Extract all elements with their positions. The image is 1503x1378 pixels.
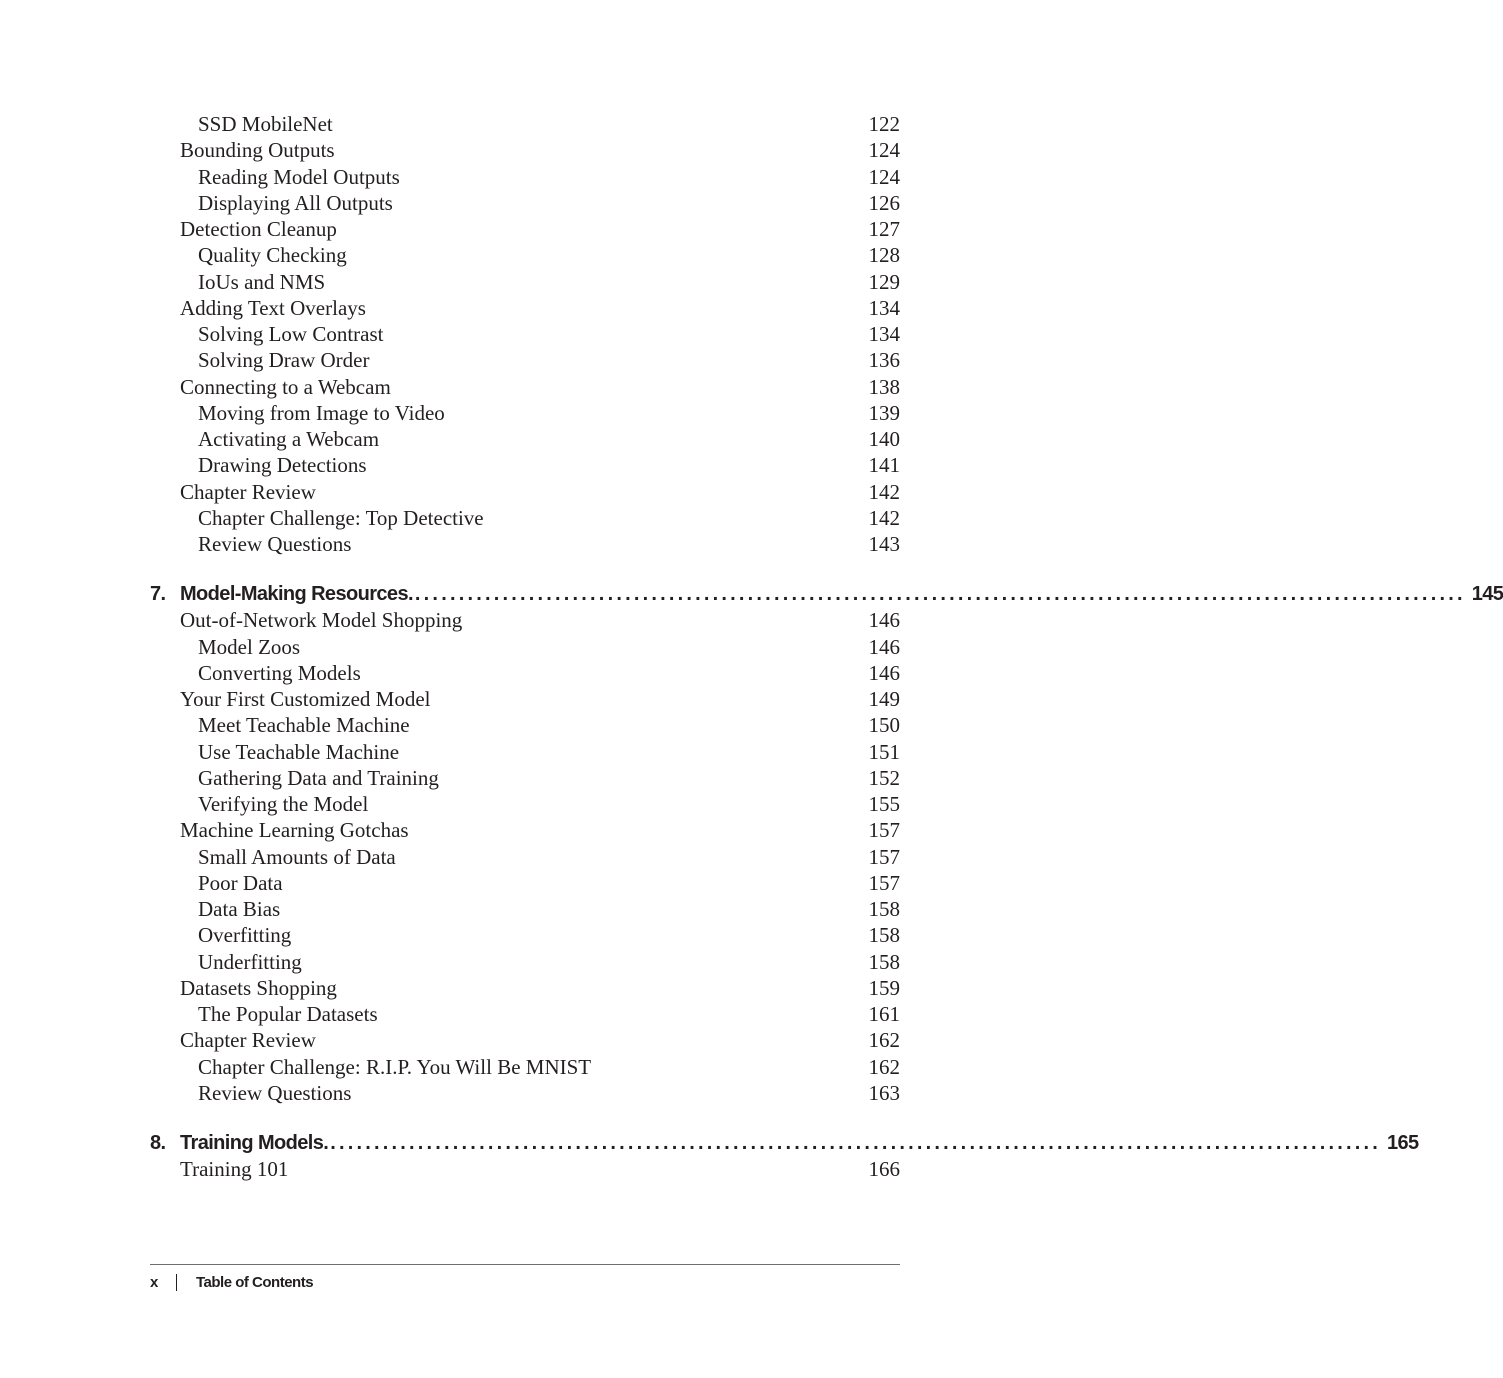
- toc-subsection-entry[interactable]: [150, 347, 900, 373]
- toc-subsection-entry[interactable]: [150, 844, 900, 870]
- toc-entry-title: Your First Customized Model: [180, 687, 431, 711]
- toc-subsection-entry[interactable]: [150, 190, 900, 216]
- toc-entry-page: 166: [868, 1157, 900, 1181]
- toc-subsection-entry[interactable]: [150, 426, 900, 452]
- toc-entry-title: Chapter Review: [180, 1028, 316, 1053]
- toc-entry-title: Review Questions: [198, 532, 352, 556]
- table-of-contents: [150, 111, 1503, 1182]
- chapter-8-entries: [150, 1156, 900, 1182]
- toc-entry-title: Small Amounts of Data: [198, 844, 396, 869]
- toc-section-entry[interactable]: [150, 295, 900, 321]
- toc-entry-title: Displaying All Outputs: [198, 190, 393, 215]
- chapter-number: 7.: [150, 583, 166, 606]
- toc-entry-page: 163: [868, 1080, 900, 1105]
- toc-entry-title: Meet Teachable Machine: [198, 713, 410, 738]
- toc-subsection-entry[interactable]: [150, 739, 900, 765]
- toc-entry-page: 158: [868, 949, 900, 974]
- toc-subsection-entry[interactable]: [150, 505, 900, 531]
- dot-leader: ........................................................................................................................: [330, 1132, 1381, 1154]
- toc-entry-page: 129: [868, 269, 900, 294]
- toc-entry-page: 134: [868, 295, 900, 320]
- dot-leader: ........................................................................................................................: [414, 583, 1466, 606]
- toc-entry-page: 146: [868, 660, 900, 685]
- toc-entry-title: Review Questions: [198, 1080, 352, 1105]
- toc-section-continued: [150, 111, 900, 557]
- toc-subsection-entry[interactable]: [150, 242, 900, 268]
- toc-entry-title: Verifying the Model: [198, 792, 369, 816]
- toc-entry-title: Chapter Challenge: Top Detective: [198, 505, 484, 530]
- toc-entry-title: Out-of-Network Model Shopping: [180, 608, 463, 633]
- toc-subsection-entry[interactable]: [150, 321, 900, 347]
- toc-entry-title: SSD MobileNet: [198, 112, 333, 136]
- toc-subsection-entry[interactable]: [150, 712, 900, 738]
- chapter-heading-7[interactable]: [150, 579, 1503, 609]
- toc-entry-title: Adding Text Overlays: [180, 295, 366, 320]
- toc-entry-page: 146: [868, 608, 900, 633]
- chapter-title: Model-Making Resources.: [180, 583, 413, 606]
- toc-entry-title: Data Bias: [198, 897, 281, 921]
- toc-subsection-entry[interactable]: [150, 452, 900, 478]
- toc-entry-page: 158: [868, 897, 900, 921]
- toc-entry-title: Machine Learning Gotchas: [180, 818, 409, 843]
- toc-subsection-entry[interactable]: [150, 791, 900, 817]
- toc-entry-title: Detection Cleanup: [180, 217, 337, 241]
- toc-entry-page: 136: [868, 348, 900, 373]
- toc-entry-page: 162: [868, 1028, 900, 1053]
- toc-entry-page: 141: [868, 453, 900, 478]
- toc-subsection-entry[interactable]: [150, 400, 900, 426]
- toc-entry-title: Converting Models: [198, 660, 361, 685]
- toc-subsection-entry[interactable]: [150, 949, 900, 975]
- chapter-7-entries: [150, 607, 900, 1106]
- toc-section-entry[interactable]: [150, 216, 900, 242]
- toc-entry-title: Training 101: [180, 1157, 289, 1181]
- toc-entry-title: IoUs and NMS: [198, 269, 326, 294]
- toc-entry-title: Model Zoos: [198, 634, 301, 659]
- toc-entry-page: 157: [868, 870, 900, 895]
- toc-section-entry[interactable]: [150, 975, 900, 1001]
- toc-entry-page: 159: [868, 975, 900, 1000]
- toc-section-entry[interactable]: [150, 607, 900, 633]
- toc-section-entry[interactable]: [150, 1156, 900, 1182]
- running-title: Table of Contents: [196, 1274, 314, 1291]
- page-folio: x: [150, 1274, 158, 1291]
- chapter-heading-8[interactable]: [150, 1128, 1419, 1158]
- toc-entry-page: 128: [868, 243, 900, 268]
- toc-entry-page: 149: [868, 687, 900, 711]
- toc-entry-title: Solving Low Contrast: [198, 322, 384, 346]
- toc-entry-page: 122: [868, 112, 900, 136]
- toc-entry-page: 150: [868, 713, 900, 738]
- toc-section-entry[interactable]: [150, 137, 900, 163]
- toc-entry-title: Reading Model Outputs: [198, 164, 400, 189]
- toc-entry-title: The Popular Datasets: [198, 1002, 378, 1026]
- toc-entry-title: Poor Data: [198, 870, 283, 895]
- toc-subsection-entry[interactable]: [150, 634, 900, 660]
- toc-subsection-entry[interactable]: [150, 896, 900, 922]
- toc-entry-page: 127: [868, 217, 900, 241]
- toc-entry-page: 140: [868, 427, 900, 451]
- toc-section-entry[interactable]: [150, 374, 900, 400]
- toc-entry-page: 152: [868, 765, 900, 790]
- toc-entry-page: 143: [868, 532, 900, 556]
- chapter-page-number: 145: [1471, 583, 1503, 606]
- toc-section-entry[interactable]: [150, 1027, 900, 1053]
- toc-section-entry[interactable]: [150, 817, 900, 843]
- toc-subsection-entry[interactable]: [150, 1080, 900, 1106]
- footer-separator: [176, 1274, 177, 1291]
- chapter-number: 8.: [150, 1132, 166, 1154]
- toc-subsection-entry[interactable]: [150, 660, 900, 686]
- toc-entry-title: Activating a Webcam: [198, 427, 380, 451]
- toc-entry-page: 158: [868, 923, 900, 948]
- toc-subsection-entry[interactable]: [150, 1001, 900, 1027]
- toc-subsection-entry[interactable]: [150, 111, 900, 137]
- toc-entry-title: Chapter Challenge: R.I.P. You Will Be MNIST: [198, 1054, 592, 1079]
- toc-entry-title: Connecting to a Webcam: [180, 374, 391, 399]
- toc-entry-page: 151: [868, 739, 900, 764]
- toc-entry-title: Use Teachable Machine: [198, 739, 400, 764]
- toc-entry-page: 155: [868, 792, 900, 816]
- toc-entry-page: 142: [868, 479, 900, 504]
- toc-subsection-entry[interactable]: [150, 164, 900, 190]
- toc-subsection-entry[interactable]: [150, 531, 900, 557]
- toc-subsection-entry[interactable]: [150, 870, 900, 896]
- toc-entry-title: Overfitting: [198, 923, 292, 948]
- toc-entry-page: 124: [868, 138, 900, 163]
- chapter-title: Training Models.: [180, 1132, 329, 1154]
- toc-entry-page: 157: [868, 818, 900, 843]
- toc-entry-page: 161: [868, 1002, 900, 1026]
- toc-entry-title: Solving Draw Order: [198, 348, 370, 373]
- toc-subsection-entry[interactable]: [150, 922, 900, 948]
- toc-subsection-entry[interactable]: [150, 269, 900, 295]
- toc-entry-page: 139: [868, 400, 900, 425]
- toc-entry-page: 138: [868, 374, 900, 399]
- footer-rule: [150, 1264, 900, 1265]
- toc-subsection-entry[interactable]: [150, 1054, 900, 1080]
- toc-entry-page: 142: [868, 505, 900, 530]
- toc-entry-page: 126: [868, 190, 900, 215]
- toc-entry-title: Datasets Shopping: [180, 975, 337, 1000]
- toc-subsection-entry[interactable]: [150, 765, 900, 791]
- toc-entry-title: Moving from Image to Video: [198, 400, 445, 425]
- toc-entry-title: Bounding Outputs: [180, 138, 335, 163]
- toc-entry-title: Drawing Detections: [198, 453, 367, 478]
- toc-section-entry[interactable]: [150, 479, 900, 505]
- toc-entry-page: 146: [868, 634, 900, 659]
- toc-entry-page: 157: [868, 844, 900, 869]
- toc-section-entry[interactable]: [150, 686, 900, 712]
- toc-entry-page: 124: [868, 164, 900, 189]
- toc-entry-page: 162: [868, 1054, 900, 1079]
- toc-entry-title: Quality Checking: [198, 243, 347, 268]
- toc-entry-title: Chapter Review: [180, 479, 316, 504]
- page-footer: [150, 1271, 313, 1295]
- toc-entry-title: Gathering Data and Training: [198, 765, 439, 790]
- chapter-page-number: 165: [1387, 1132, 1419, 1154]
- toc-entry-title: Underfitting: [198, 949, 302, 974]
- toc-entry-page: 134: [868, 322, 900, 346]
